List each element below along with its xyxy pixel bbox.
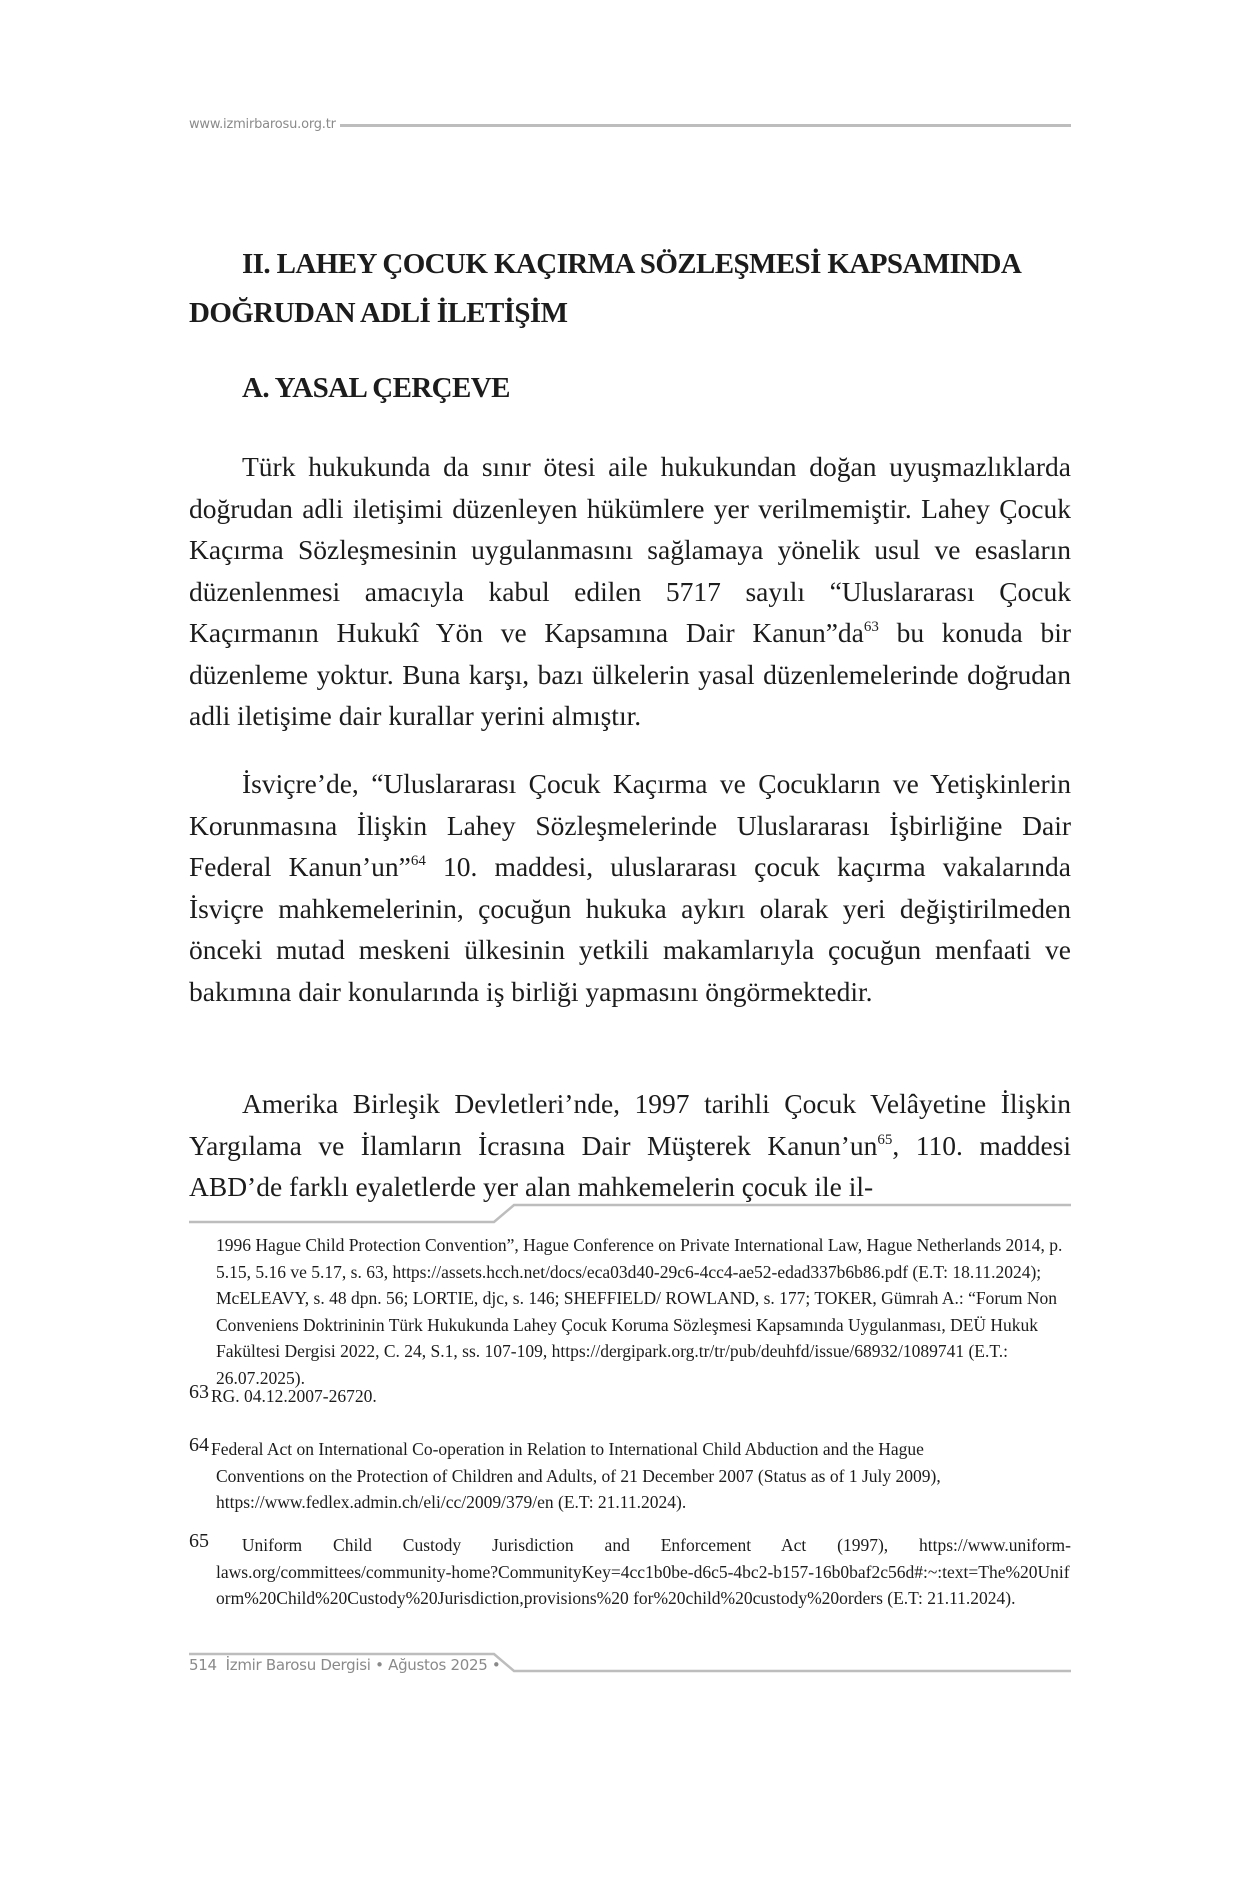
- footnote-text-continued: Conventions on the Protection of Children and Adults, of 21 December 2007 (Status as of 1 July 2009), https://www.fedlex.admin.ch/eli/cc/2009/379/en (E.T: 21.11.2024).: [216, 1465, 941, 1512]
- body-paragraph-1: [189, 446, 1071, 737]
- section-heading-line-1: II. LAHEY ÇOCUK KAÇIRMA SÖZLEŞMESİ KAPSAMINDA: [242, 248, 1022, 280]
- paragraph-text: Türk hukukunda da sınır ötesi aile hukukundan doğan uyuşmazlıklarda doğrudan adli iletişimi düzenleyen hükümlere yer verilmemiştir. Lahey Çocuk Kaçırma Sözleşmesinin uygulanmasını sağlamaya yönelik usul ve esasların düzenlenmesi amacıyla kabul edilen 5717 sayılı “Uluslararası Çocuk Kaçırmanın Hukukî Yön ve Kapsamına Dair Kanun”da: [189, 451, 1071, 648]
- footnote-number: 65: [189, 1530, 209, 1552]
- footnote-divider: [189, 1203, 1071, 1227]
- paragraph-text: İsviçre’de, “Uluslararası Çocuk Kaçırma ve Çocukların ve Yetişkinlerin Korunmasına İlişkin Lahey Sözleşmelerinde Uluslararası İşbirliğine Dair Federal Kanun’un”: [189, 768, 1071, 882]
- footnote-number: 63: [189, 1381, 209, 1403]
- footnote-text-continued: laws.org/committees/community-home?CommunityKey=4cc1b0be-d6c5-4bc2-b157-16b0baf2c56d#:~:text=The%20Uniform%20Child%20Custody%20Jurisdiction,provisions%20 for%20child%20custody%20orders (E.T: 21.11.2024).: [216, 1561, 1070, 1608]
- header-url: www.izmirbarosu.org.tr: [189, 116, 336, 132]
- body-paragraph-2: [189, 763, 1071, 1012]
- bullet-separator: •: [491, 1656, 501, 1674]
- paragraph-text: Amerika Birleşik Devletleri’nde, 1997 tarihli Çocuk Velâyetine İlişkin Yargılama ve İlamların İcrasına Dair Müşterek Kanun’un: [189, 1088, 1071, 1161]
- footnote-continued: 1996 Hague Child Protection Convention”, Hague Conference on Private International Law, Hague Netherlands 2014, p. 5.15, 5.16 ve 5.17, s. 63, https://assets.hcch.net/docs/eca03d40-29c6-4cc4-ae52-edad337b6b86.pdf (E.T: 18.11.2024); McELEAVY, s. 48 dpn. 56; LORTIE, djc, s. 146; SHEFFIELD/ ROWLAND, s. 177; TOKER, Gümrah A.: “Forum Non Conveniens Doktrininin Türk Hukukunda Lahey Çocuk Koruma Sözleşmesi Kapsamında Uygulanması, DEÜ Hukuk Fakültesi Dergisi 2022, C. 24, S.1, ss. 107-109, https://dergipark.org.tr/tr/pub/deuhfd/issue/68932/1089741 (E.T.: 26.07.2025).: [216, 1235, 1063, 1388]
- footnote-63: [189, 1383, 1071, 1410]
- bullet-separator: •: [375, 1656, 384, 1674]
- footnote-ref-63[interactable]: 63: [863, 619, 879, 635]
- footnote-text: Federal Act on International Co-operation in Relation to International Child Abduction and the Hague: [211, 1439, 924, 1459]
- footnote-text: Uniform Child Custody Jurisdiction and Enforcement Act (1997), https://www.uniform-: [241, 1535, 1071, 1555]
- footnote-text: RG. 04.12.2007-26720.: [211, 1386, 377, 1406]
- section-heading-line-2: DOĞRUDAN ADLİ İLETİŞİM: [189, 297, 568, 329]
- page-footer: [189, 1652, 1071, 1682]
- footnote-ref-65[interactable]: 65: [877, 1131, 893, 1148]
- paragraph-text: , 110. maddesi ABD’de farklı eyaletlerde yer alan mahkemelerin çocuk ile il-: [189, 1129, 1072, 1202]
- paragraph-text: 10. maddesi, uluslararası çocuk kaçırma vakalarında İsviçre mahkemelerinin, çocuğun hukuka aykırı olarak yeri değiştirilmeden önceki mutad meskeni ülkesinin yetkili makamlarıyla çocuğun menfaati ve bakımına dair konularında iş birliği yapmasını öngörmektedir.: [189, 851, 1072, 1007]
- subsection-heading: A. YASAL ÇERÇEVE: [242, 372, 510, 404]
- footnote-number: 64: [189, 1434, 209, 1456]
- footer-text: [189, 1656, 500, 1674]
- header-rule: [340, 124, 1071, 127]
- footnote-65: [189, 1532, 1071, 1612]
- body-paragraph-3: [189, 1083, 1071, 1208]
- page-number: 514: [189, 1656, 217, 1674]
- footnote-ref-64[interactable]: 64: [410, 853, 426, 869]
- paragraph-text: bu konuda bir düzenleme yoktur. Buna karşı, bazı ülkelerin yasal düzenlemelerinde doğrudan adli iletişime dair kurallar yerini almıştır.: [189, 617, 1071, 731]
- section-heading: [189, 240, 1071, 338]
- journal-name: İzmir Barosu Dergisi: [225, 1656, 371, 1674]
- issue-date: Ağustos 2025: [388, 1656, 488, 1674]
- page-header: [189, 113, 1071, 135]
- footnote-64: [189, 1436, 1071, 1516]
